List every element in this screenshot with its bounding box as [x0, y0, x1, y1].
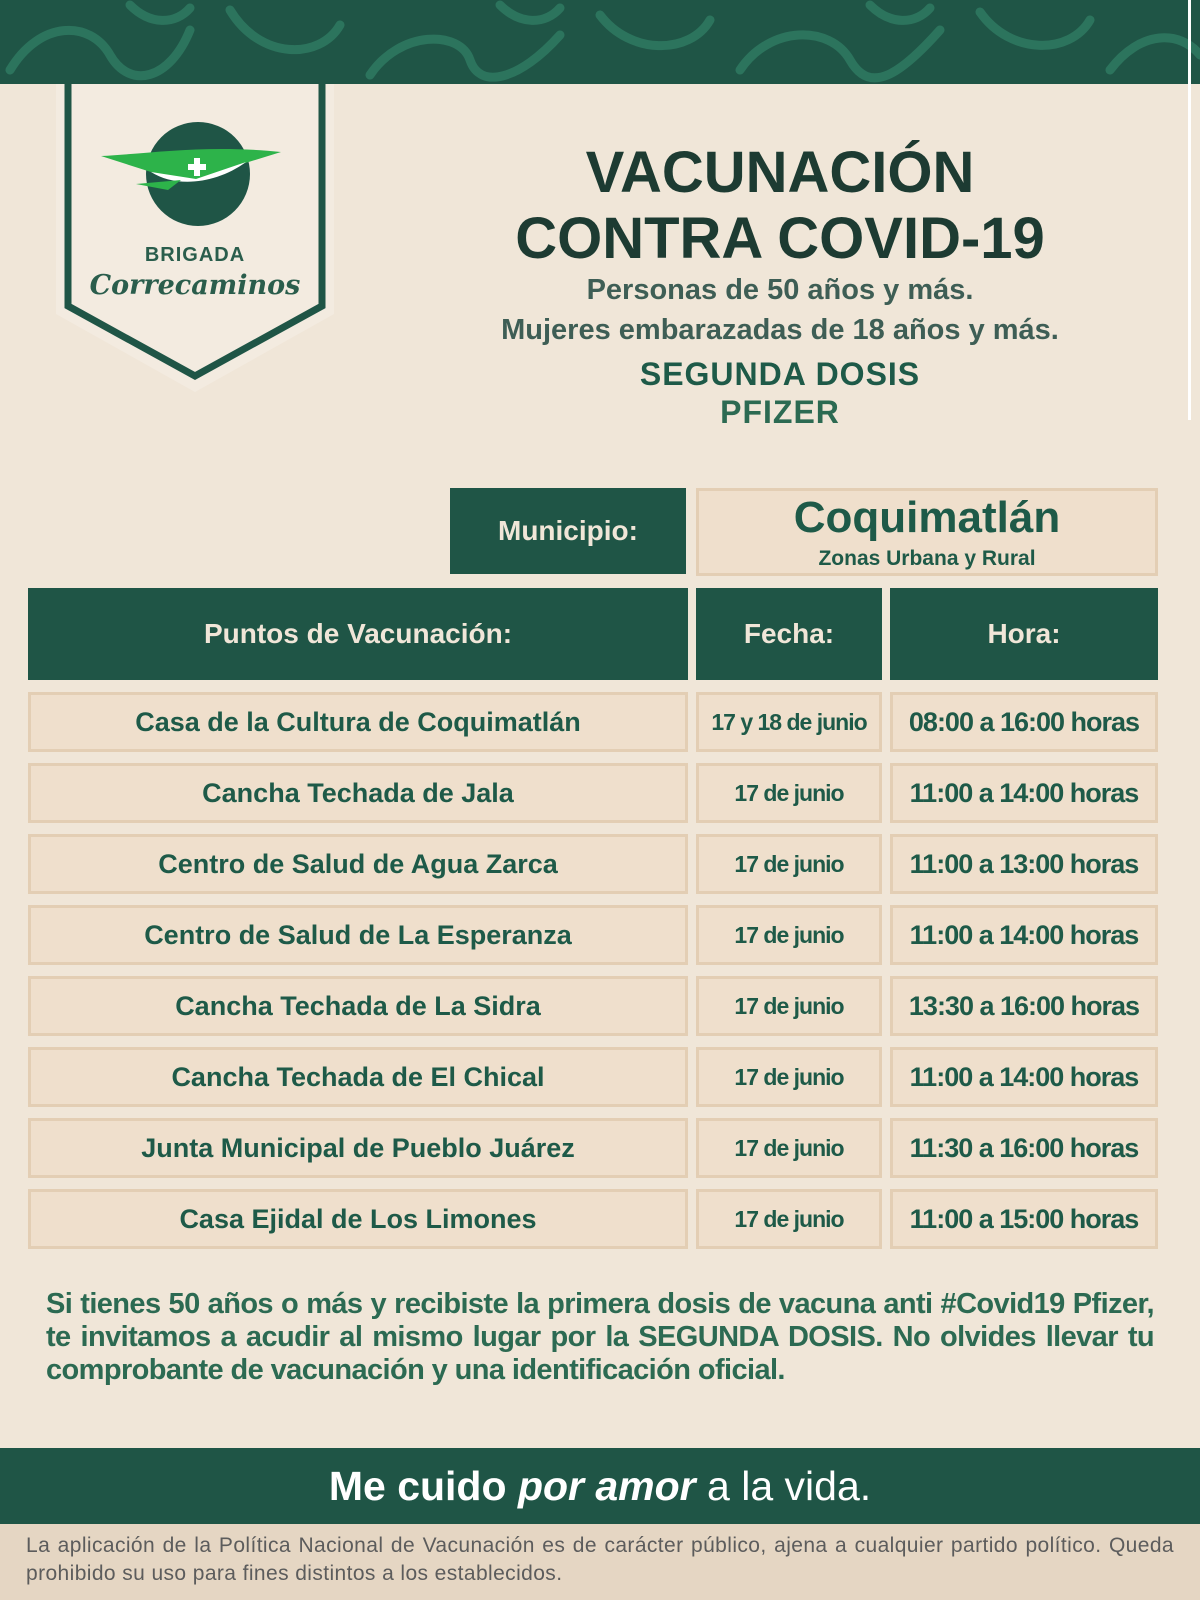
row-time: 11:00 a 14:00 horas — [890, 1047, 1158, 1107]
municipality-box — [696, 488, 1158, 576]
row-date: 17 de junio — [696, 763, 882, 823]
row-time: 08:00 a 16:00 horas — [890, 692, 1158, 752]
header-place: Puntos de Vacunación: — [28, 588, 688, 680]
municipality-label: Municipio: — [450, 488, 686, 574]
row-place: Junta Municipal de Pueblo Juárez — [28, 1118, 688, 1178]
row-place: Cancha Techada de El Chical — [28, 1047, 688, 1107]
row-date: 17 y 18 de junio — [696, 692, 882, 752]
row-time: 11:00 a 14:00 horas — [890, 763, 1158, 823]
municipality-name: Coquimatlán — [793, 493, 1061, 542]
row-place: Cancha Techada de Jala — [28, 763, 688, 823]
row-date: 17 de junio — [696, 1118, 882, 1178]
row-time: 11:00 a 15:00 horas — [890, 1189, 1158, 1249]
slogan-part-2: por amor — [517, 1463, 696, 1509]
row-place: Cancha Techada de La Sidra — [28, 976, 688, 1036]
row-time: 13:30 a 16:00 horas — [890, 976, 1158, 1036]
row-place: Centro de Salud de La Esperanza — [28, 905, 688, 965]
badge-shape — [56, 84, 334, 392]
vaccine-brand: PFIZER — [720, 394, 840, 430]
second-dose-note: Si tienes 50 años o más y recibiste la primera dosis de vacuna anti #Covid19 Pfizer, te invitamos a acudir al mismo lugar por la SEGUNDA DOSIS. No olvides llevar tu comprobante de vacunación y una identificación oficial. — [46, 1288, 1154, 1386]
legal-disclaimer: La aplicación de la Política Nacional de Vacunación es de carácter público, ajena a cualquier partido político. Queda prohibido su uso para fines distintos a los establecidos. — [0, 1524, 1200, 1600]
audience-line-2: Mujeres embarazadas de 18 años y más. — [501, 314, 1059, 346]
header-time: Hora: — [890, 588, 1158, 680]
page-title — [440, 140, 1120, 272]
slogan-band — [0, 1448, 1200, 1524]
audience-line-1: Personas de 50 años y más. — [586, 274, 974, 306]
row-place: Casa de la Cultura de Coquimatlán — [28, 692, 688, 752]
municipality-zones: Zonas Urbana y Rural — [818, 547, 1036, 570]
slogan-part-3: a la vida. — [707, 1463, 872, 1509]
slogan-part-1: Me cuido — [328, 1463, 507, 1509]
top-decorative-band — [0, 0, 1200, 84]
brigada-badge — [56, 84, 334, 392]
header-date: Fecha: — [696, 588, 882, 680]
row-date: 17 de junio — [696, 976, 882, 1036]
row-place: Centro de Salud de Agua Zarca — [28, 834, 688, 894]
badge-title: BRIGADA — [144, 244, 246, 266]
title-line-2: CONTRA COVID-19 — [515, 206, 1045, 271]
badge-subtitle: Correcaminos — [89, 270, 301, 301]
row-date: 17 de junio — [696, 834, 882, 894]
row-date: 17 de junio — [696, 1047, 882, 1107]
row-date: 17 de junio — [696, 905, 882, 965]
row-time: 11:00 a 14:00 horas — [890, 905, 1158, 965]
dose-label: SEGUNDA DOSIS — [639, 356, 921, 392]
row-time: 11:30 a 16:00 horas — [890, 1118, 1158, 1178]
edge-line — [1188, 0, 1191, 420]
row-time: 11:00 a 13:00 horas — [890, 834, 1158, 894]
row-place: Casa Ejidal de Los Limones — [28, 1189, 688, 1249]
pattern-ornament — [0, 0, 1200, 84]
title-line-1: VACUNACIÓN — [585, 140, 975, 205]
row-date: 17 de junio — [696, 1189, 882, 1249]
